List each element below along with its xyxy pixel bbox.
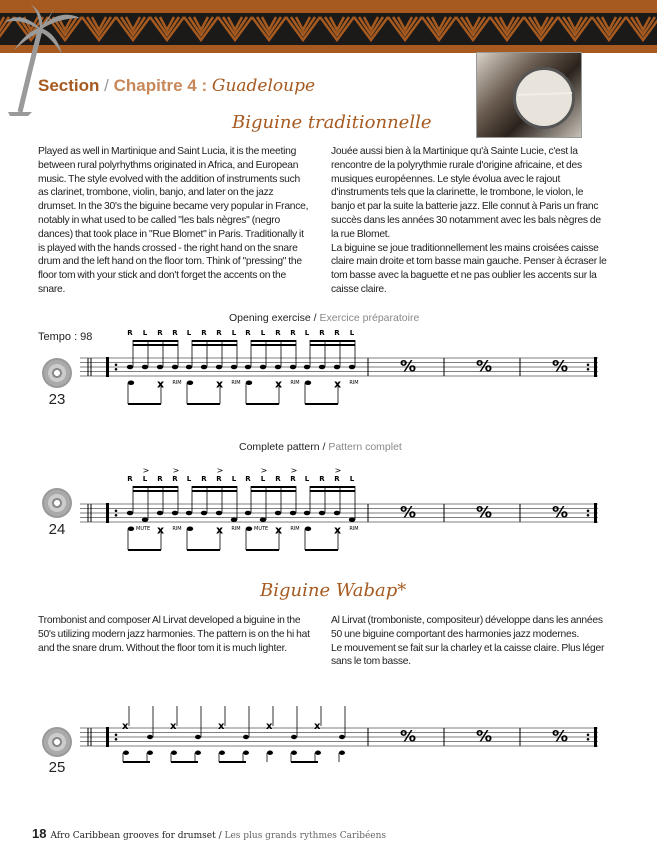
track-number: 23 bbox=[48, 391, 66, 408]
rim-label: RIM bbox=[290, 380, 300, 386]
sticking-label: R bbox=[245, 475, 251, 483]
sticking-label: L bbox=[260, 475, 266, 483]
simile-repeat-sign: % bbox=[552, 726, 569, 746]
hihat-foot-x-note: x bbox=[157, 377, 165, 391]
snare-note bbox=[290, 365, 296, 370]
simile-repeat-sign: % bbox=[552, 502, 569, 522]
beam bbox=[192, 490, 237, 492]
bass-note bbox=[147, 751, 153, 755]
sticking-label: R bbox=[216, 475, 222, 483]
sticking-label: L bbox=[231, 330, 237, 337]
snare-note bbox=[142, 365, 148, 370]
repeat-dot bbox=[587, 514, 590, 517]
snare-note bbox=[243, 735, 249, 739]
floor-tom-note bbox=[128, 526, 134, 531]
bass-note bbox=[195, 751, 201, 755]
rim-label: RIM bbox=[349, 526, 359, 532]
simile-repeat-sign: % bbox=[400, 726, 417, 746]
accent-mark: > bbox=[260, 466, 268, 475]
rim-label: RIM bbox=[231, 526, 241, 532]
beam bbox=[305, 549, 338, 551]
snare-note bbox=[186, 511, 192, 516]
header-band bbox=[0, 0, 657, 53]
sticking-label: L bbox=[231, 475, 237, 483]
sticking-label: L bbox=[349, 475, 355, 483]
snare-note bbox=[260, 517, 266, 522]
snare-note bbox=[201, 365, 207, 370]
tempo-label: Tempo : 98 bbox=[38, 331, 93, 343]
sticking-label: L bbox=[349, 330, 355, 337]
sticking-label: R bbox=[275, 330, 281, 337]
snare-note bbox=[172, 365, 178, 370]
snare-note bbox=[201, 511, 207, 516]
beam bbox=[133, 490, 178, 492]
repeat-dot bbox=[115, 363, 118, 366]
caption-opening-exercise: Opening exercise / Exercice préparatoire bbox=[229, 312, 420, 324]
beam bbox=[251, 490, 296, 492]
simile-repeat-sign: % bbox=[476, 502, 493, 522]
snare-note bbox=[231, 517, 237, 522]
text-english: Trombonist and composer Al Lirvat developed a biguine in the 50's utilizing modern jazz harmonies. The pattern is on the hi hat and the snare drum. Without the floor tom it is much lighter. bbox=[38, 615, 310, 654]
snare-note bbox=[304, 365, 310, 370]
sticking-label: R bbox=[157, 330, 163, 337]
snare-note bbox=[216, 511, 222, 516]
text-french: Jouée aussi bien à la Martinique qu'à Sainte Lucie, c'est la rencontre de la polyrythmie rurale d'origine africaine, et des musiques européennes. Le style évolua avec le rajout d'instruments tels que la clarinette, le trombone, le violon, le banjo et par la suite la batterie jazz. Elle connut à Paris un franc succès dans les années 30 notamment avec les bals nègres de la rue Blomet. La biguine se joue traditionnellement les mains croisées caisse claire main droite et tom basse main gauche. Penser à écraser le tom basse avec la baguette et ne pas oublier les accents sur la caisse claire. bbox=[331, 146, 607, 295]
hihat-x-note: x bbox=[170, 721, 177, 732]
snare-note bbox=[157, 511, 163, 516]
track-number: 25 bbox=[48, 759, 66, 776]
section-heading: Biguine Wabap* bbox=[260, 580, 407, 601]
repeat-dot bbox=[587, 509, 590, 512]
sticking-label: R bbox=[157, 475, 163, 483]
snare-note bbox=[147, 735, 153, 739]
beam bbox=[310, 486, 355, 488]
repeat-start bbox=[106, 357, 109, 377]
repeat-end bbox=[594, 727, 597, 747]
beam bbox=[128, 403, 161, 405]
floor-tom-note bbox=[305, 526, 311, 531]
snare-note bbox=[216, 365, 222, 370]
beam bbox=[128, 549, 161, 551]
hihat-x-note: x bbox=[266, 721, 273, 732]
bass-note bbox=[267, 751, 273, 755]
sticking-label: R bbox=[319, 475, 325, 483]
hihat-foot-x-note: x bbox=[334, 523, 342, 537]
beam bbox=[133, 340, 178, 342]
repeat-dot bbox=[587, 368, 590, 371]
beam bbox=[187, 549, 220, 551]
floor-tom-note bbox=[187, 526, 193, 531]
snare-note bbox=[334, 511, 340, 516]
hihat-foot-x-note: x bbox=[334, 377, 342, 391]
repeat-end bbox=[594, 503, 597, 523]
bass-note bbox=[123, 751, 129, 755]
repeat-start bbox=[106, 727, 109, 747]
simile-repeat-sign: % bbox=[400, 502, 417, 522]
snare-note bbox=[334, 365, 340, 370]
repeat-start bbox=[106, 503, 109, 523]
rim-label: RIM bbox=[290, 526, 300, 532]
notation-staff-24 bbox=[0, 462, 657, 552]
sticking-label: R bbox=[201, 475, 207, 483]
section-heading: Biguine traditionnelle bbox=[232, 112, 432, 133]
repeat-dot bbox=[115, 514, 118, 517]
bass-note bbox=[243, 751, 249, 755]
beam bbox=[305, 403, 338, 405]
snare-note bbox=[186, 365, 192, 370]
beam bbox=[310, 490, 355, 492]
sticking-label: L bbox=[304, 475, 310, 483]
beam bbox=[246, 549, 279, 551]
bass-note bbox=[315, 751, 321, 755]
beam bbox=[251, 486, 296, 488]
beam bbox=[187, 403, 220, 405]
simile-repeat-sign: % bbox=[400, 356, 417, 376]
accent-mark: > bbox=[172, 466, 180, 475]
page-title: Section / Chapitre 4 : Guadeloupe bbox=[38, 76, 316, 96]
snare-note bbox=[142, 517, 148, 522]
sticking-label: R bbox=[245, 330, 251, 337]
rim-label: RIM bbox=[349, 380, 359, 386]
sticking-label: L bbox=[304, 330, 310, 337]
hihat-x-note: x bbox=[122, 721, 129, 732]
accent-mark: > bbox=[142, 466, 150, 475]
snare-note bbox=[349, 517, 355, 522]
beam bbox=[251, 344, 296, 346]
sticking-label: R bbox=[127, 475, 133, 483]
repeat-end bbox=[594, 357, 597, 377]
hihat-x-note: x bbox=[314, 721, 321, 732]
snare-note bbox=[172, 511, 178, 516]
floor-tom-note bbox=[187, 380, 193, 385]
accent-mark: > bbox=[334, 466, 342, 475]
snare-note bbox=[275, 365, 281, 370]
repeat-dot bbox=[115, 738, 118, 741]
accent-mark: > bbox=[290, 466, 298, 475]
sticking-label: L bbox=[186, 330, 192, 337]
sticking-label: R bbox=[319, 330, 325, 337]
hihat-x-note: x bbox=[218, 721, 225, 732]
beam bbox=[192, 340, 237, 342]
rim-label: RIM bbox=[172, 380, 182, 386]
track-number: 24 bbox=[48, 521, 66, 538]
beam bbox=[219, 761, 246, 763]
beam bbox=[133, 344, 178, 346]
accent-mark: > bbox=[216, 466, 224, 475]
beam bbox=[133, 486, 178, 488]
snare-note bbox=[195, 735, 201, 739]
sticking-label: L bbox=[260, 330, 266, 337]
beam bbox=[171, 761, 198, 763]
hihat-foot-x-note: x bbox=[216, 523, 224, 537]
mute-label: MUTE bbox=[136, 526, 151, 533]
floor-tom-note bbox=[246, 380, 252, 385]
simile-repeat-sign: % bbox=[552, 356, 569, 376]
palm-tree-icon bbox=[0, 0, 90, 120]
snare-note bbox=[127, 365, 133, 370]
snare-note bbox=[291, 735, 297, 739]
rim-label: RIM bbox=[231, 380, 241, 386]
beam bbox=[251, 340, 296, 342]
bass-note bbox=[171, 751, 177, 755]
sticking-label: R bbox=[334, 330, 340, 337]
floor-tom-note bbox=[128, 380, 134, 385]
floor-tom-note bbox=[246, 526, 252, 531]
beam bbox=[310, 340, 355, 342]
sticking-label: R bbox=[172, 475, 178, 483]
snare-note bbox=[349, 365, 355, 370]
sticking-label: R bbox=[290, 475, 296, 483]
sticking-label: R bbox=[216, 330, 222, 337]
sticking-label: R bbox=[201, 330, 207, 337]
sticking-label: R bbox=[127, 330, 133, 337]
text-english: Played as well in Martinique and Saint Lucia, it is the meeting between rural polyrhythms originated in Africa, and European music. The style evolved with the addition of instruments such as clarinet, trombone, violin, banjo, and later on the jazz drumset. In the 30's the biguine became very popular in France, notably in what used to be called "les bals nègres" (negro dances) that took place in "Rue Blomet" in Paris. Traditionally it is played with the hands crossed - the right hand on the snare drum and the left hand on the floor tom. Think of "pressing" the floor tom with your stick and don't forget the accents on the snare. bbox=[38, 146, 309, 295]
sticking-label: R bbox=[172, 330, 178, 337]
hihat-foot-x-note: x bbox=[275, 523, 283, 537]
notation-staff-25 bbox=[0, 690, 657, 790]
text-french: Al Lirvat (tromboniste, compositeur) développe dans les années 50 une biguine comportant des harmonies jazz modernes. Le mouvement se fait sur la charley et la caisse claire. Plus léger sans le tom basse. bbox=[331, 615, 605, 668]
beam bbox=[123, 761, 150, 763]
sticking-label: R bbox=[334, 475, 340, 483]
hihat-foot-x-note: x bbox=[275, 377, 283, 391]
beam bbox=[192, 344, 237, 346]
sticking-label: L bbox=[142, 330, 148, 337]
snare-note bbox=[319, 365, 325, 370]
caption-complete-pattern: Complete pattern / Pattern complet bbox=[239, 441, 402, 453]
hihat-foot-x-note: x bbox=[216, 377, 224, 391]
snare-note bbox=[260, 365, 266, 370]
sticking-label: R bbox=[290, 330, 296, 337]
bass-note bbox=[219, 751, 225, 755]
page-footer: 18 Afro Caribbean grooves for drumset / Les plus grands rythmes Caribéens bbox=[32, 826, 387, 841]
sticking-label: L bbox=[186, 475, 192, 483]
snare-note bbox=[157, 365, 163, 370]
drummer-photo bbox=[476, 52, 582, 138]
beam bbox=[246, 403, 279, 405]
beam bbox=[310, 344, 355, 346]
snare-note bbox=[245, 511, 251, 516]
beam bbox=[192, 486, 237, 488]
snare-note bbox=[231, 365, 237, 370]
mute-label: MUTE bbox=[254, 526, 269, 533]
repeat-dot bbox=[115, 368, 118, 371]
simile-repeat-sign: % bbox=[476, 726, 493, 746]
snare-note bbox=[304, 511, 310, 516]
snare-note bbox=[127, 511, 133, 516]
snare-note bbox=[245, 365, 251, 370]
sticking-label: R bbox=[275, 475, 281, 483]
repeat-dot bbox=[115, 733, 118, 736]
zigzag-pattern bbox=[0, 13, 657, 45]
floor-tom-note bbox=[305, 380, 311, 385]
rim-label: RIM bbox=[172, 526, 182, 532]
beam bbox=[291, 761, 318, 763]
snare-note bbox=[275, 511, 281, 516]
bass-note bbox=[291, 751, 297, 755]
repeat-dot bbox=[115, 509, 118, 512]
bass-note bbox=[339, 751, 345, 755]
repeat-dot bbox=[587, 738, 590, 741]
hihat-foot-x-note: x bbox=[157, 523, 165, 537]
snare-note bbox=[290, 511, 296, 516]
sticking-label: L bbox=[142, 475, 148, 483]
repeat-dot bbox=[587, 733, 590, 736]
repeat-dot bbox=[587, 363, 590, 366]
snare-note bbox=[339, 735, 345, 739]
notation-staff-23 bbox=[0, 330, 657, 420]
snare-note bbox=[319, 511, 325, 516]
simile-repeat-sign: % bbox=[476, 356, 493, 376]
